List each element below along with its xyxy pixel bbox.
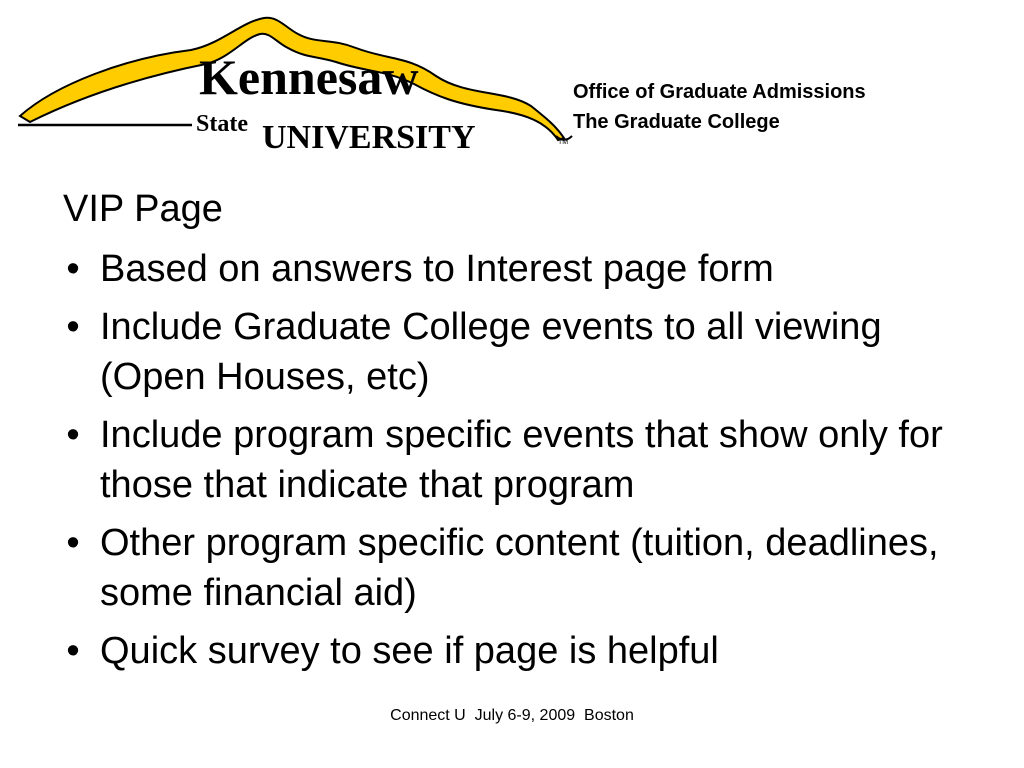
bullet-marker: • (66, 248, 80, 290)
header-office-lines (573, 77, 866, 137)
logo-trademark-text: TM (558, 139, 569, 146)
logo-state-text: State (196, 111, 248, 137)
bullet-marker: • (66, 306, 80, 348)
bullet-item (58, 244, 978, 294)
bullet-text: Quick survey to see if page is helpful (100, 630, 719, 672)
slide-title: VIP Page (63, 188, 223, 230)
bullet-text: Include Graduate College events to all viewing (Open Houses, etc) (100, 306, 882, 398)
bullet-marker: • (66, 630, 80, 672)
footer-event-info: Connect U July 6-9, 2009 Boston (390, 707, 634, 724)
bullet-item (58, 302, 978, 402)
bullet-item (58, 410, 978, 510)
bullet-text: Based on answers to Interest page form (100, 248, 774, 290)
header-college-name: The Graduate College (573, 111, 780, 133)
bullet-text: Include program specific events that show only for those that indicate that program (100, 414, 943, 506)
bullet-item (58, 626, 978, 676)
logo-kennesaw-text: Kennesaw (199, 49, 419, 105)
kennesaw-state-university-logo (16, 14, 576, 160)
logo-university-text: UNIVERSITY (262, 119, 476, 156)
mountain-logo-graphic (16, 14, 576, 160)
bullet-marker: • (66, 522, 80, 564)
bullet-item (58, 518, 978, 618)
bullet-list (58, 244, 978, 684)
header-office-name: Office of Graduate Admissions (573, 81, 866, 103)
bullet-marker: • (66, 414, 80, 456)
bullet-text: Other program specific content (tuition, deadlines, some financial aid) (100, 522, 939, 614)
